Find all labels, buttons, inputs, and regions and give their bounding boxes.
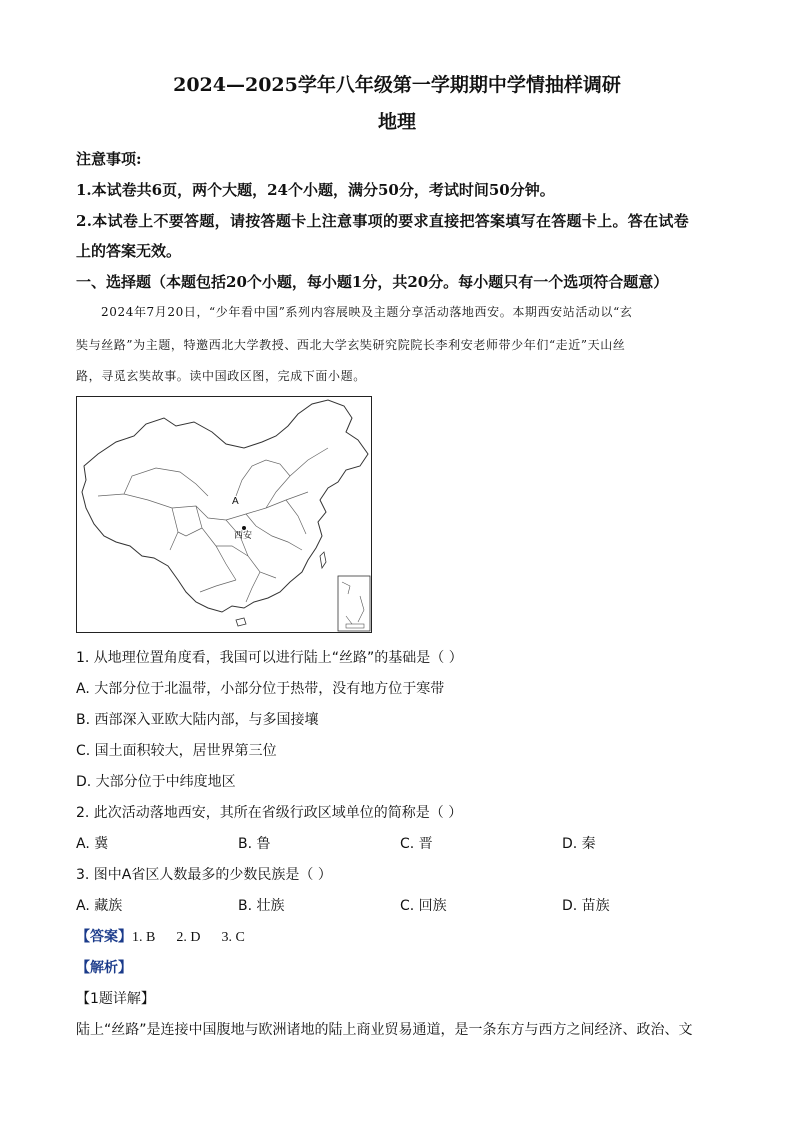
answer-values: 1. B 2. D 3. C xyxy=(132,930,245,945)
question-1-stem: 1. 从地理位置角度看，我国可以进行陆上“丝路”的基础是（ ） xyxy=(76,650,463,666)
question-2-option-b: B. 鲁 xyxy=(238,836,271,852)
notice-item-1: 1.本试卷共6页，两个大题，24个小题，满分50分，考试时间50分钟。 xyxy=(76,181,555,199)
notice-heading: 注意事项: xyxy=(76,150,142,168)
notice-item-2-cont: 上的答案无效。 xyxy=(76,242,182,260)
question-2-option-d: D. 秦 xyxy=(562,836,596,852)
question-3-option-c: C. 回族 xyxy=(400,898,447,914)
answer-line xyxy=(76,926,245,946)
question-2-stem: 2. 此次活动落地西安，其所在省级行政区域单位的简称是（ ） xyxy=(76,805,463,821)
passage-line-2: 奘与丝路”为主题，特邀西北大学教授、西北大学玄奘研究院院长李利安老师带少年们“走近”天山丝 xyxy=(76,338,626,352)
xian-marker xyxy=(242,526,246,530)
page-title: 2024—2025学年八年级第一学期期中学情抽样调研 xyxy=(173,74,621,96)
analysis-q1-text: 陆上“丝路”是连接中国腹地与欧洲诸地的陆上商业贸易通道，是一条东方与西方之间经济、政治、文 xyxy=(76,1022,693,1038)
question-1-option-c: C. 国土面积较大，居世界第三位 xyxy=(76,743,277,759)
question-1-option-d: D. 大部分位于中纬度地区 xyxy=(76,774,236,790)
question-1-option-b: B. 西部深入亚欧大陆内部，与多国接壤 xyxy=(76,712,319,728)
answer-label: 【答案】 xyxy=(76,929,132,945)
question-3-option-b: B. 壮族 xyxy=(238,898,285,914)
analysis-q1-label: 【1题详解】 xyxy=(76,991,155,1007)
south-china-sea-inset xyxy=(338,576,370,631)
map-frame xyxy=(77,397,372,633)
question-3-option-a: A. 藏族 xyxy=(76,898,123,914)
section-heading: 一、选择题（本题包括20个小题，每小题1分，共20分。每小题只有一个选项符合题意） xyxy=(76,273,669,291)
map-label-xian: 西安 xyxy=(234,531,253,541)
passage-line-1: 2024年7月20日，“少年看中国”系列内容展映及主题分享活动落地西安。本期西安站活动以“玄 xyxy=(101,305,633,319)
china-map xyxy=(76,396,372,633)
question-2-option-c: C. 晋 xyxy=(400,836,433,852)
question-3-option-d: D. 苗族 xyxy=(562,898,610,914)
passage-line-3: 路，寻觅玄奘故事。读中国政区图，完成下面小题。 xyxy=(76,369,366,383)
notice-item-2: 2.本试卷上不要答题，请按答题卡上注意事项的要求直接把答案填写在答题卡上。答在试卷 xyxy=(76,212,689,230)
question-1-option-a: A. 大部分位于北温带，小部分位于热带，没有地方位于寒带 xyxy=(76,681,445,697)
analysis-label: 【解析】 xyxy=(76,960,132,976)
map-label-a: A xyxy=(232,496,239,507)
question-3-stem: 3. 图中A省区人数最多的少数民族是（ ） xyxy=(76,867,332,883)
question-2-option-a: A. 冀 xyxy=(76,836,109,852)
subject-title: 地理 xyxy=(377,111,416,133)
